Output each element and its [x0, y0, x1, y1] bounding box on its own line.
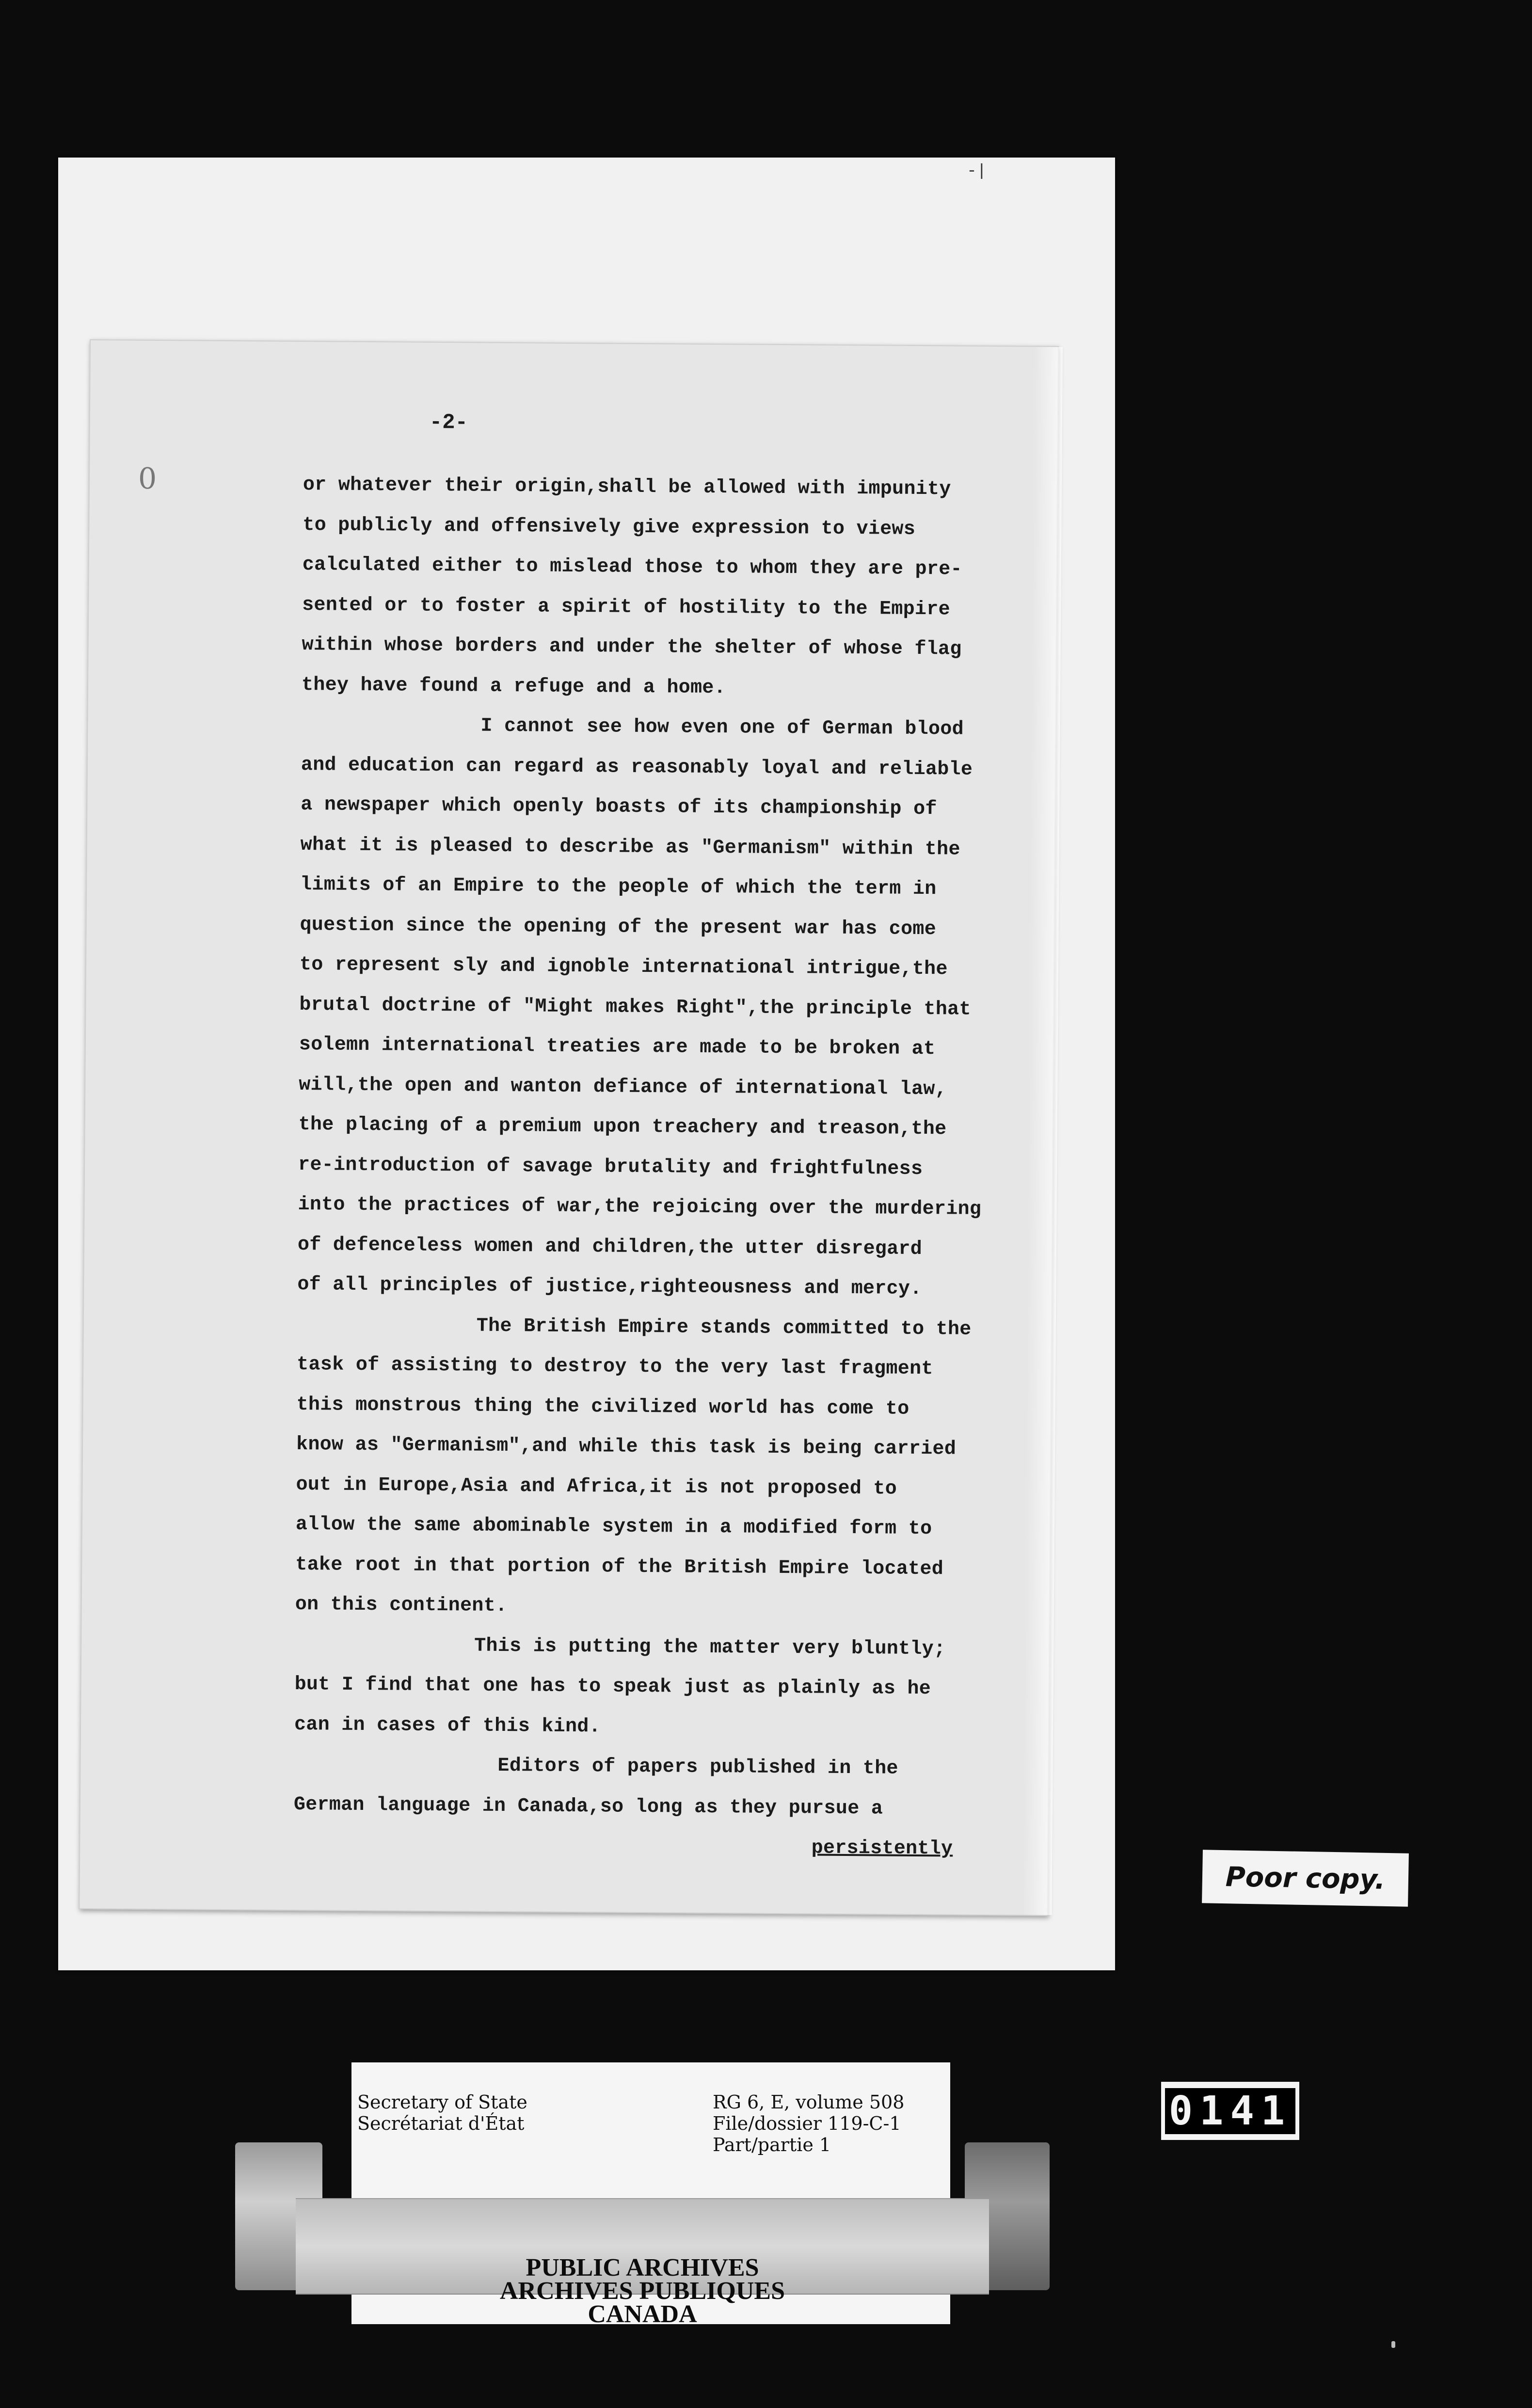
text-line: know as "Germanism",and while this task is being carried: [296, 1434, 957, 1460]
text-line: or whatever their origin,shall be allowed with impunity: [303, 474, 951, 501]
text-line: take root in that portion of the British Empire located: [295, 1553, 944, 1580]
text-line: a newspaper which openly boasts of its championship of: [301, 794, 937, 821]
text-line: can in cases of this kind.: [294, 1713, 601, 1738]
text-line: solemn international treaties are made to be broken at: [299, 1034, 936, 1061]
text-line: this monstrous thing the civilized world has come to: [296, 1394, 910, 1420]
text-line: This is putting the matter very bluntly;: [474, 1635, 946, 1660]
text-line: out in Europe,Asia and Africa,it is not proposed to: [296, 1473, 897, 1500]
text-line: re-introduction of savage brutality and frightfulness: [298, 1154, 923, 1180]
frame-counter: [1161, 2082, 1299, 2140]
text-line: The British Empire stands committed to the: [476, 1315, 972, 1341]
text-line: of all principles of justice,righteousness and mercy.: [297, 1274, 922, 1300]
text-line: limits of an Empire to the people of which the term in: [300, 874, 937, 901]
text-line: I cannot see how even one of German blood: [480, 715, 964, 741]
archives-label-fr: ARCHIVES PUBLIQUES: [499, 2277, 785, 2305]
poor-copy-tag: Poor copy.: [1202, 1850, 1409, 1906]
text-line: Editors of papers published in the: [497, 1755, 898, 1780]
archives-label: [296, 2256, 989, 2326]
sheet-mark: -|: [967, 162, 987, 181]
archive-strap: [233, 2142, 1052, 2328]
text-line: but I find that one has to speak just as plainly as he: [294, 1674, 931, 1700]
text-line: the placing of a premium upon treachery and treason,the: [298, 1114, 947, 1141]
text-line: to publicly and offensively give expression to views: [303, 514, 916, 540]
strap-band: [296, 2198, 989, 2328]
letter-body: [293, 465, 1021, 1870]
margin-mark: 0: [138, 461, 157, 496]
text-line: of defenceless women and children,the utter disregard: [297, 1234, 923, 1260]
text-line: on this continent.: [295, 1594, 508, 1617]
record-group: RG 6, E, volume 508: [713, 2091, 905, 2113]
text-line: question since the opening of the present war has come: [300, 914, 937, 940]
archives-label-en: PUBLIC ARCHIVES: [526, 2254, 759, 2281]
text-line: they have found a refuge and a home.: [301, 674, 726, 699]
fonds-label: [357, 2091, 527, 2134]
catchword: persistently: [811, 1837, 953, 1860]
part-number: Part/partie 1: [713, 2134, 831, 2155]
fonds-english: Secretary of State: [357, 2091, 527, 2113]
text-line: allow the same abominable system in a modified form to: [295, 1514, 932, 1540]
text-line: into the practices of war,the rejoicing over the murdering: [298, 1194, 982, 1220]
dust-speck: [1391, 2341, 1395, 2348]
page-number: -2-: [429, 410, 468, 435]
fonds-french: Secrétariat d'État: [357, 2113, 525, 2134]
typed-letter-page: [79, 339, 1059, 1916]
text-line: brutal doctrine of "Might makes Right",the principle that: [299, 994, 971, 1021]
text-line: task of assisting to destroy to the very last fragment: [297, 1354, 933, 1380]
text-line: to represent sly and ignoble international intrigue,the: [299, 954, 948, 981]
file-number: File/dossier 119-C-1: [713, 2113, 901, 2134]
text-line: and education can regard as reasonably loyal and reliable: [301, 754, 973, 781]
text-line: what it is pleased to describe as "Germanism" within the: [300, 834, 960, 861]
text-line: calculated either to mislead those to whom they are pre-: [302, 554, 962, 581]
text-line: will,the open and wanton defiance of international law,: [299, 1074, 947, 1100]
archives-label-country: CANADA: [588, 2300, 697, 2328]
text-line: within whose borders and under the shelter of whose flag: [302, 634, 962, 661]
frame-number: 0141: [1165, 2088, 1295, 2134]
text-line: sented or to foster a spirit of hostility to the Empire: [302, 594, 951, 620]
text-line: German language in Canada,so long as they pursue a: [293, 1793, 883, 1820]
